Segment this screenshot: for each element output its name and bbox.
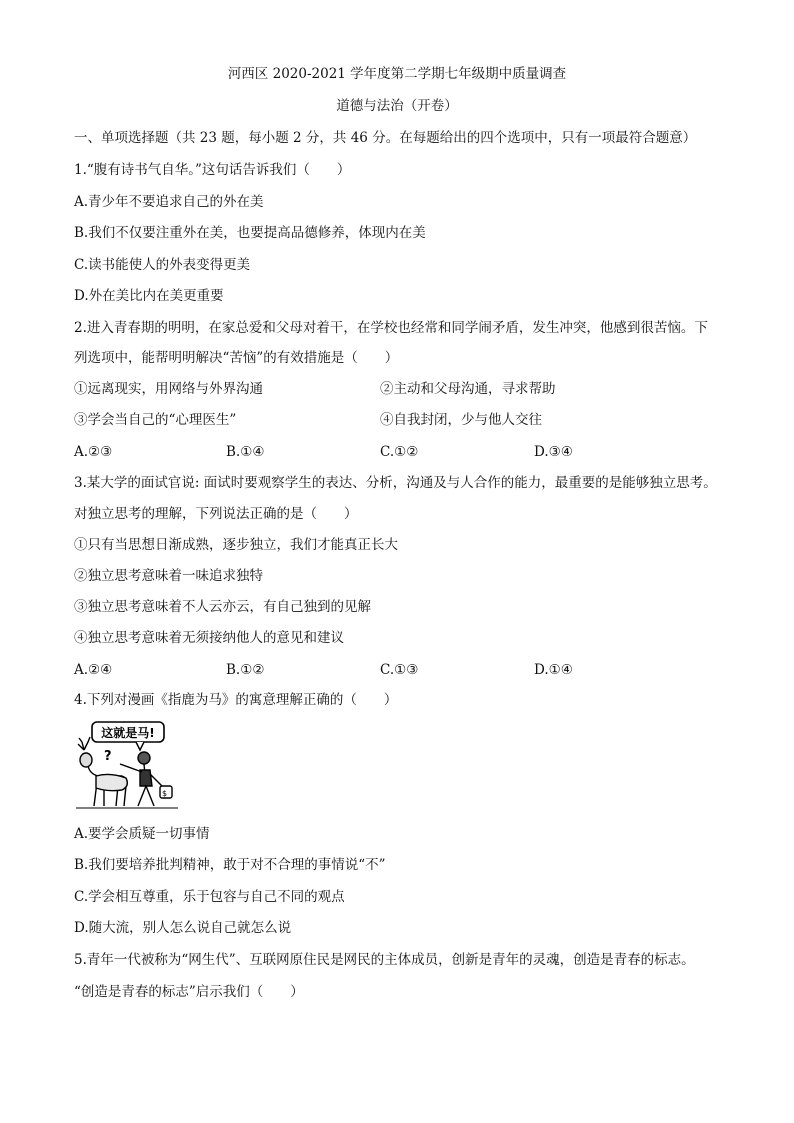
- q3-choice-c: C.①③: [380, 662, 419, 678]
- q1-option-a: A.青少年不要追求自己的外在美: [74, 194, 264, 210]
- comic-speech-text: 这就是马!: [101, 726, 155, 740]
- deer-horse-comic-image: [74, 720, 182, 816]
- q4-option-d: D.随大流，别人怎么说自己就怎么说: [74, 920, 292, 936]
- q2-item-3: ③学会当自己的“心理医生”: [74, 412, 237, 428]
- section-heading: 一、单项选择题（共 23 题，每小题 2 分，共 46 分。在每题给出的四个选项中，只有一项最符合题意）: [74, 130, 697, 146]
- q3-item-2: ②独立思考意味着一味追求独特: [74, 568, 263, 584]
- q2-item-2: ②主动和父母沟通，寻求帮助: [380, 381, 556, 397]
- man-figure: [120, 752, 172, 806]
- q3-item-3: ③独立思考意味着不人云亦云，有自己独到的见解: [74, 599, 371, 615]
- q3-item-4: ④独立思考意味着无须接纳他人的意见和建议: [74, 630, 344, 646]
- question-4-stem: 4.下列对漫画《指鹿为马》的寓意理解正确的（ ）: [74, 692, 398, 708]
- question-3-stem-line1: 3.某大学的面试官说: 面试时要观察学生的表达、分析，沟通及与人合作的能力，最重要的是能够独立思考。: [74, 475, 717, 491]
- question-5-stem-line2: “创造是青春的标志”启示我们（ ）: [74, 984, 304, 1000]
- question-1-stem: 1.“腹有诗书气自华。”这句话告诉我们（ ）: [74, 162, 351, 178]
- question-mark-glyph: ?: [104, 749, 112, 764]
- question-2-stem-line1: 2.进入青春期的明明，在家总爱和父母对着干，在学校也经常和同学闹矛盾，发生冲突，他感到很苦恼。下: [74, 320, 708, 336]
- q2-choice-a: A.②③: [74, 444, 113, 460]
- deer-figure: [78, 737, 127, 806]
- q4-option-c: C.学会相互尊重，乐于包容与自己不同的观点: [74, 889, 345, 905]
- q3-choice-a: A.②④: [74, 662, 113, 678]
- q1-option-d: D.外在美比内在美更重要: [74, 288, 224, 304]
- question-5-stem-line1: 5.青年一代被称为“网生代”、互联网原住民是网民的主体成员，创新是青年的灵魂，创造是青春的标志。: [74, 952, 695, 968]
- question-3-stem-line2: 对独立思考的理解，下列说法正确的是（ ）: [74, 506, 358, 522]
- q2-item-4: ④自我封闭，少与他人交往: [380, 412, 542, 428]
- q2-choice-d: D.③④: [534, 444, 573, 460]
- q3-item-1: ①只有当思想日渐成熟，逐步独立，我们才能真正长大: [74, 537, 398, 553]
- q2-choice-c: C.①②: [380, 444, 419, 460]
- exam-subtitle: 道德与法治（开卷）: [336, 98, 458, 114]
- q4-option-b: B.我们要培养批判精神，敢于对不合理的事情说“不”: [74, 857, 386, 873]
- q1-option-c: C.读书能使人的外表变得更美: [74, 257, 251, 273]
- question-2-stem-line2: 列选项中，能帮明明解决“苦恼”的有效措施是（ ）: [74, 350, 399, 366]
- comic-drawing: [74, 720, 182, 816]
- q2-choice-b: B.①④: [226, 444, 265, 460]
- q3-choice-b: B.①②: [226, 662, 265, 678]
- exam-title: 河西区 2020-2021 学年度第二学期七年级期中质量调查: [227, 66, 567, 82]
- q1-option-b: B.我们不仅要注重外在美，也要提高品德修养，体现内在美: [74, 225, 426, 241]
- q4-option-a: A.要学会质疑一切事情: [74, 826, 210, 842]
- q3-choice-d: D.①④: [534, 662, 573, 678]
- speech-bubble-tail: [136, 742, 144, 750]
- q2-item-1: ①远离现实，用网络与外界沟通: [74, 381, 263, 397]
- svg-text:$: $: [162, 789, 168, 798]
